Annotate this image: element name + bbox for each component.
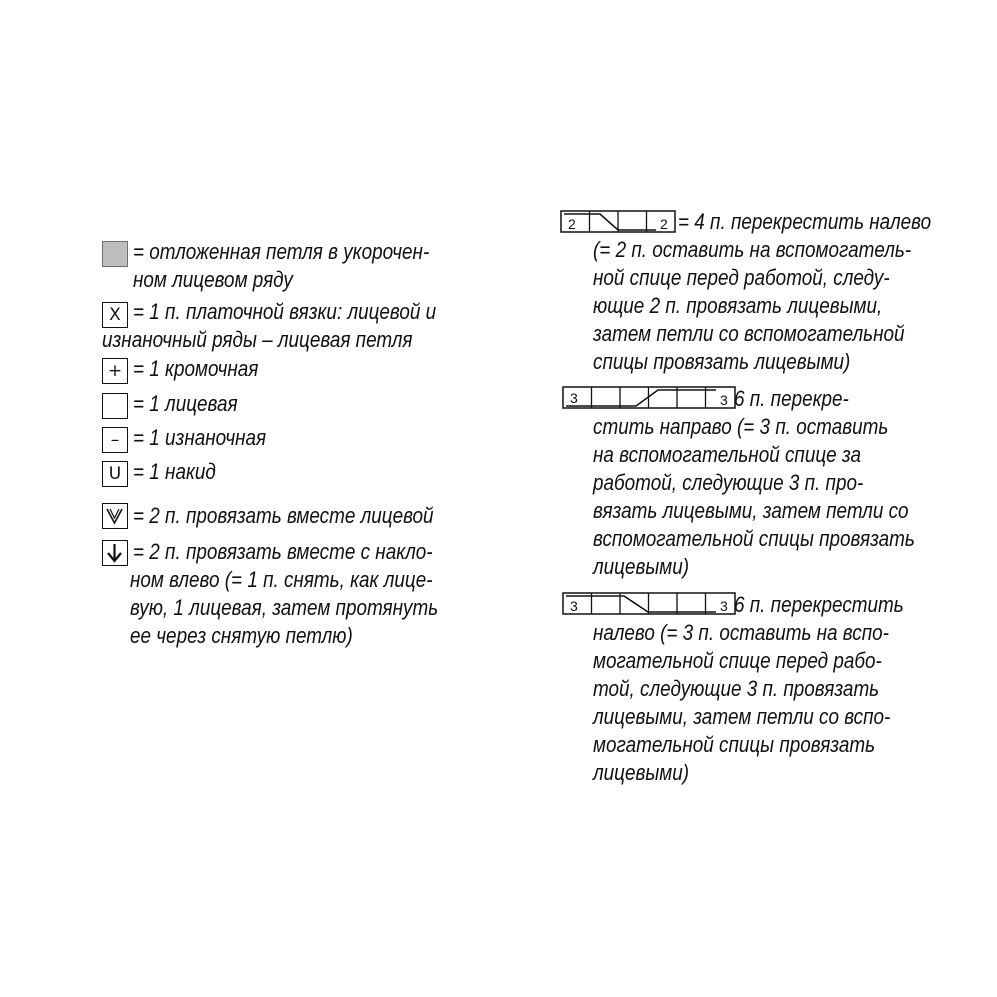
legend-text-line: затем петли со вспомогательной (593, 321, 905, 346)
legend-text-line: ном лицевом ряду (133, 267, 293, 292)
legend-text-line: лицевыми) (593, 554, 690, 579)
cable-left-number: 3 (570, 390, 578, 406)
legend-text-line: спицы провязать лицевыми) (593, 349, 851, 374)
legend-text-line: стить направо (= 3 п. оставить (593, 414, 889, 439)
minus-box-icon: – (102, 427, 128, 453)
cable-3x3-right-icon (562, 386, 738, 410)
legend-text-line: работой, следующие 3 п. про- (593, 470, 864, 495)
cable-right-number: 3 (720, 392, 728, 408)
legend-text-line: могательной спице перед рабо- (593, 648, 882, 673)
legend-text-line: ном влево (= 1 п. снять, как лице- (130, 567, 433, 592)
cable-right-number: 2 (660, 216, 668, 232)
legend-text-line: = отложенная петля в укорочен- (133, 239, 430, 264)
legend-text-line: ющие 2 п. провязать лицевыми, (593, 293, 883, 318)
legend-text-line: той, следующие 3 п. провязать (593, 676, 880, 701)
legend-text-line: (= 2 п. оставить на вспомогатель- (593, 237, 912, 262)
cable-left-number: 2 (568, 216, 576, 232)
legend-text-line: = 2 п. провязать вместе с накло- (133, 539, 433, 564)
legend-text-line: ной спице перед работой, следу- (593, 265, 890, 290)
legend-text-line: могательной спицы провязать (593, 732, 876, 757)
legend-text-line: = 1 лицевая (133, 391, 238, 416)
cable-2x2-left-icon (560, 210, 678, 234)
legend-text-line: лицевыми, затем петли со вспо- (593, 704, 891, 729)
x-box-icon: X (102, 302, 128, 328)
legend-text-line: = 1 п. платочной вязки: лицевой и (133, 299, 437, 324)
legend-text-line: 6 п. перекрестить (734, 592, 904, 617)
yarn-over-u-icon: U (102, 461, 128, 487)
legend-text-line: 6 п. перекре- (734, 386, 849, 411)
legend-text-line: ее через снятую петлю) (130, 623, 353, 648)
legend-text-line: = 1 накид (133, 459, 216, 484)
legend-text-line: на вспомогательной спице за (593, 442, 861, 467)
k2tog-icon (102, 503, 128, 529)
ssk-arrow-icon (102, 540, 128, 566)
legend-text-line: = 1 изнаночная (133, 425, 267, 450)
legend-text-line: вую, 1 лицевая, затем протянуть (130, 595, 439, 620)
cable-left-number: 3 (570, 598, 578, 614)
empty-box-icon (102, 393, 128, 419)
legend-text-line: налево (= 3 п. оставить на вспо- (593, 620, 889, 645)
gray-square-icon (102, 241, 128, 267)
cable-3x3-left-icon (562, 592, 738, 616)
legend-text-line: = 1 кромочная (133, 356, 259, 381)
cable-right-number: 3 (720, 598, 728, 614)
legend-text-line: изнаночный ряды – лицевая петля (102, 327, 413, 352)
legend-text-line: вязать лицевыми, затем петли со (593, 498, 909, 523)
legend-text-line: = 2 п. провязать вместе лицевой (133, 503, 434, 528)
plus-box-icon: + (102, 358, 128, 384)
legend-text-line: = 4 п. перекрестить налево (678, 209, 932, 234)
legend-text-line: лицевыми) (593, 760, 690, 785)
legend-text-line: вспомогательной спицы провязать (593, 526, 915, 551)
